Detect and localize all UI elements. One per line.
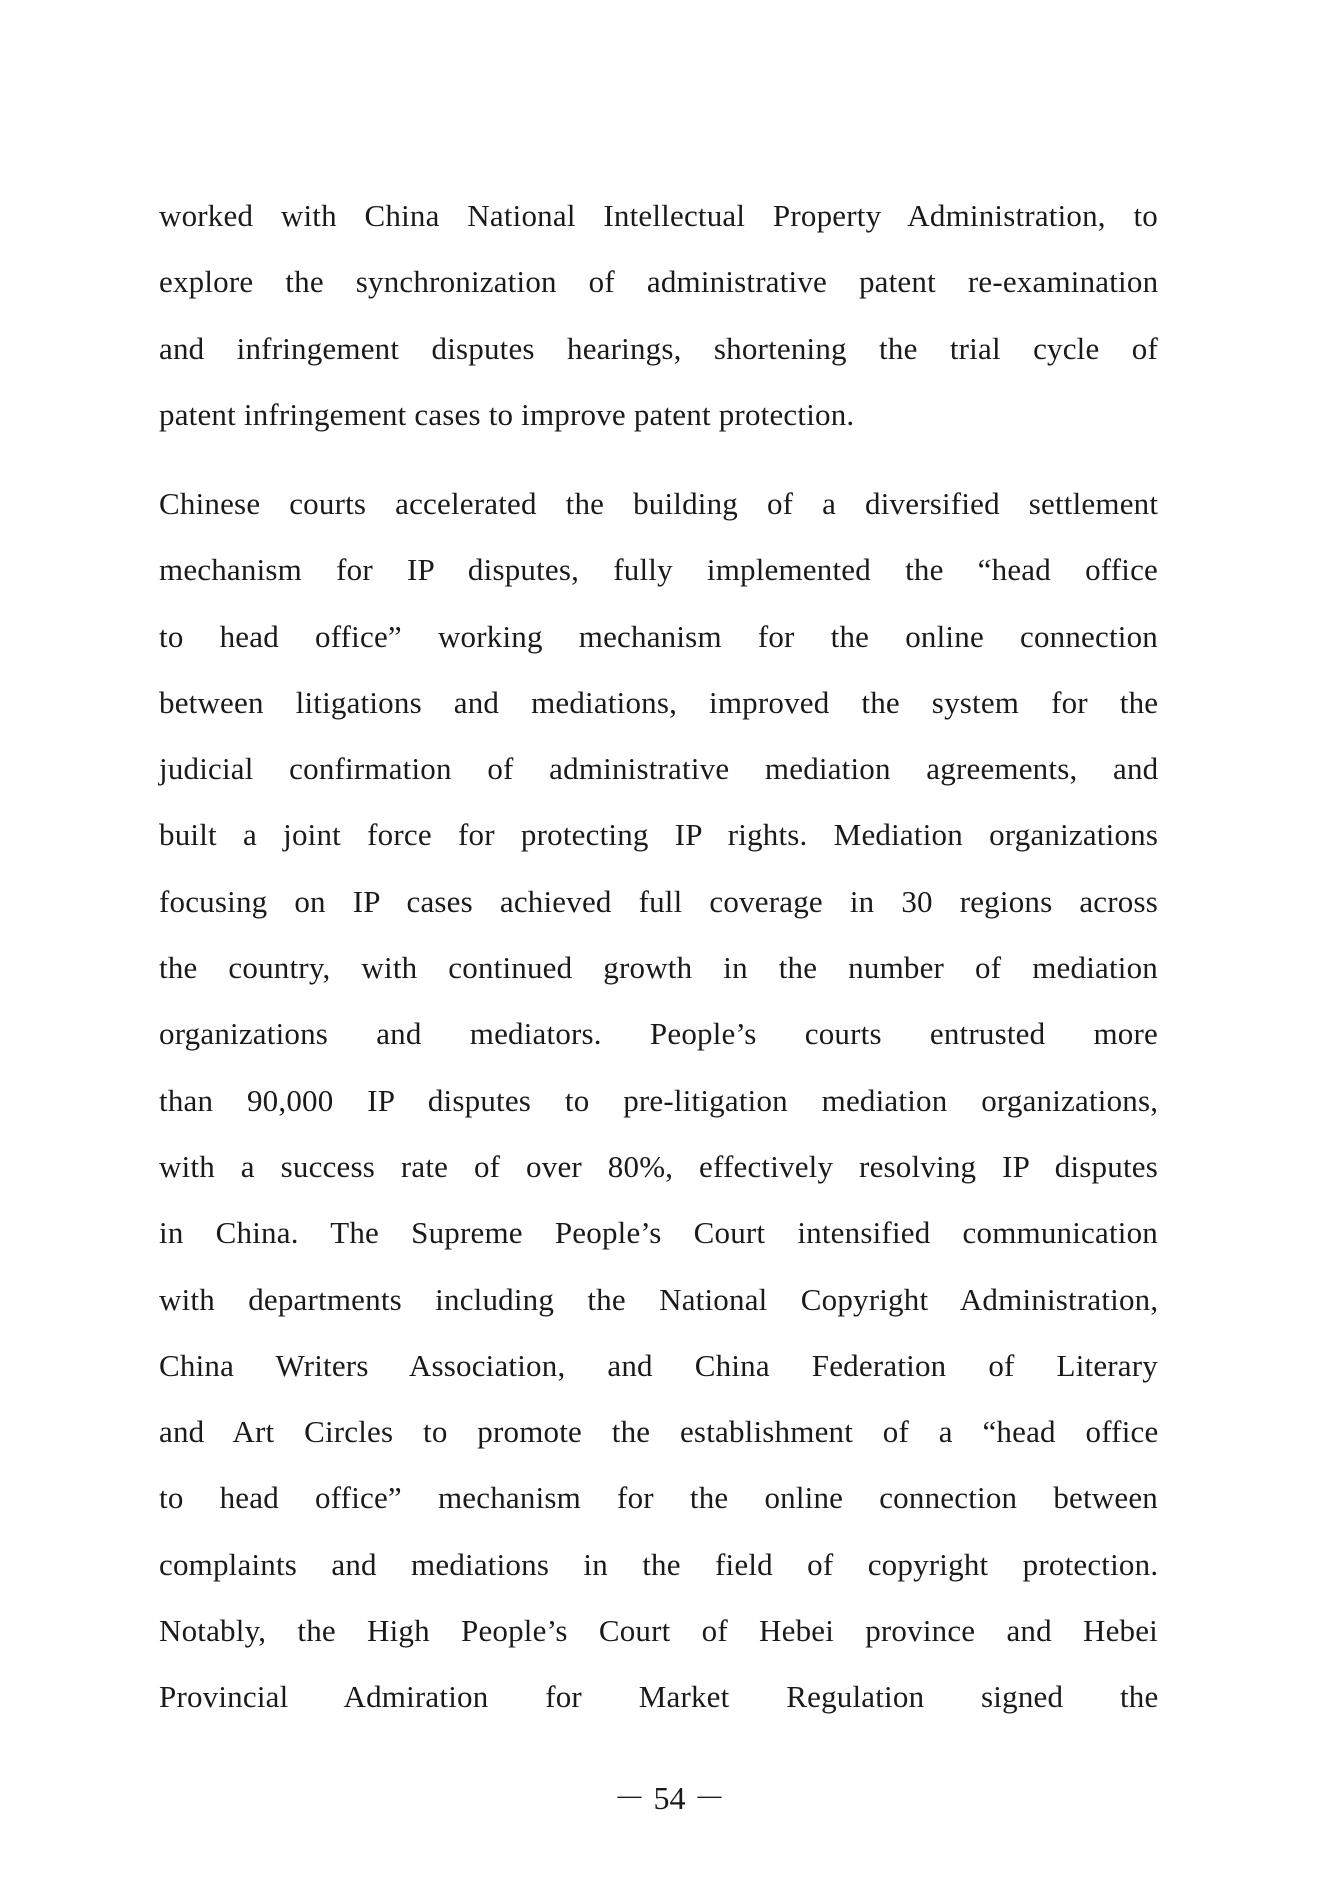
- paragraph-line: patent infringement cases to improve patent protection.: [159, 396, 855, 432]
- paragraph-line: with a success rate of over 80%, effectively resolving IP disputes: [159, 1148, 1158, 1184]
- paragraph-line: to head office” working mechanism for the online connection: [159, 618, 1158, 654]
- paragraph-1: [159, 183, 1158, 448]
- paragraph-line: explore the synchronization of administrative patent re-examination: [159, 264, 1159, 300]
- paragraph-line: complaints and mediations in the field of copyright protection.: [159, 1546, 1159, 1582]
- paragraph-line: and Art Circles to promote the establishment of a “head office: [159, 1414, 1159, 1450]
- paragraph-line: the country, with continued growth in the number of mediation: [159, 950, 1158, 986]
- paragraph-line: with departments including the National Copyright Administration,: [159, 1281, 1159, 1317]
- paragraph-line: than 90,000 IP disputes to pre-litigation mediation organizations,: [159, 1082, 1159, 1118]
- paragraph-line: Chinese courts accelerated the building of a diversified settlement: [159, 486, 1159, 521]
- paragraph-line: China Writers Association, and China Federation of Literary: [159, 1347, 1158, 1383]
- paragraph-line: judicial confirmation of administrative mediation agreements, and: [159, 751, 1159, 787]
- paragraph-line: worked with China National Intellectual Property Administration, to: [159, 198, 1158, 233]
- paragraph-line: focusing on IP cases achieved full coverage in 30 regions across: [159, 883, 1158, 919]
- paragraph-line: in China. The Supreme People’s Court intensified communication: [159, 1215, 1158, 1251]
- paragraph-line: Notably, the High People’s Court of Hebei province and Hebei: [159, 1613, 1158, 1649]
- paragraph-line: and infringement disputes hearings, shortening the trial cycle of: [159, 330, 1158, 366]
- paragraph-line: organizations and mediators. People’s courts entrusted more: [159, 1016, 1158, 1052]
- paragraph-line: to head office” mechanism for the online connection between: [159, 1480, 1158, 1516]
- paragraph-line: built a joint force for protecting IP rights. Mediation organizations: [159, 817, 1159, 853]
- paragraph-line: between litigations and mediations, improved the system for the: [159, 684, 1159, 720]
- page-number: － 54 －: [613, 1780, 726, 1816]
- paragraph-line: Provincial Admiration for Market Regulation signed the: [159, 1679, 1159, 1715]
- paragraph-2: [159, 471, 1158, 1731]
- paragraph-line: mechanism for IP disputes, fully implemented the “head office: [159, 552, 1158, 588]
